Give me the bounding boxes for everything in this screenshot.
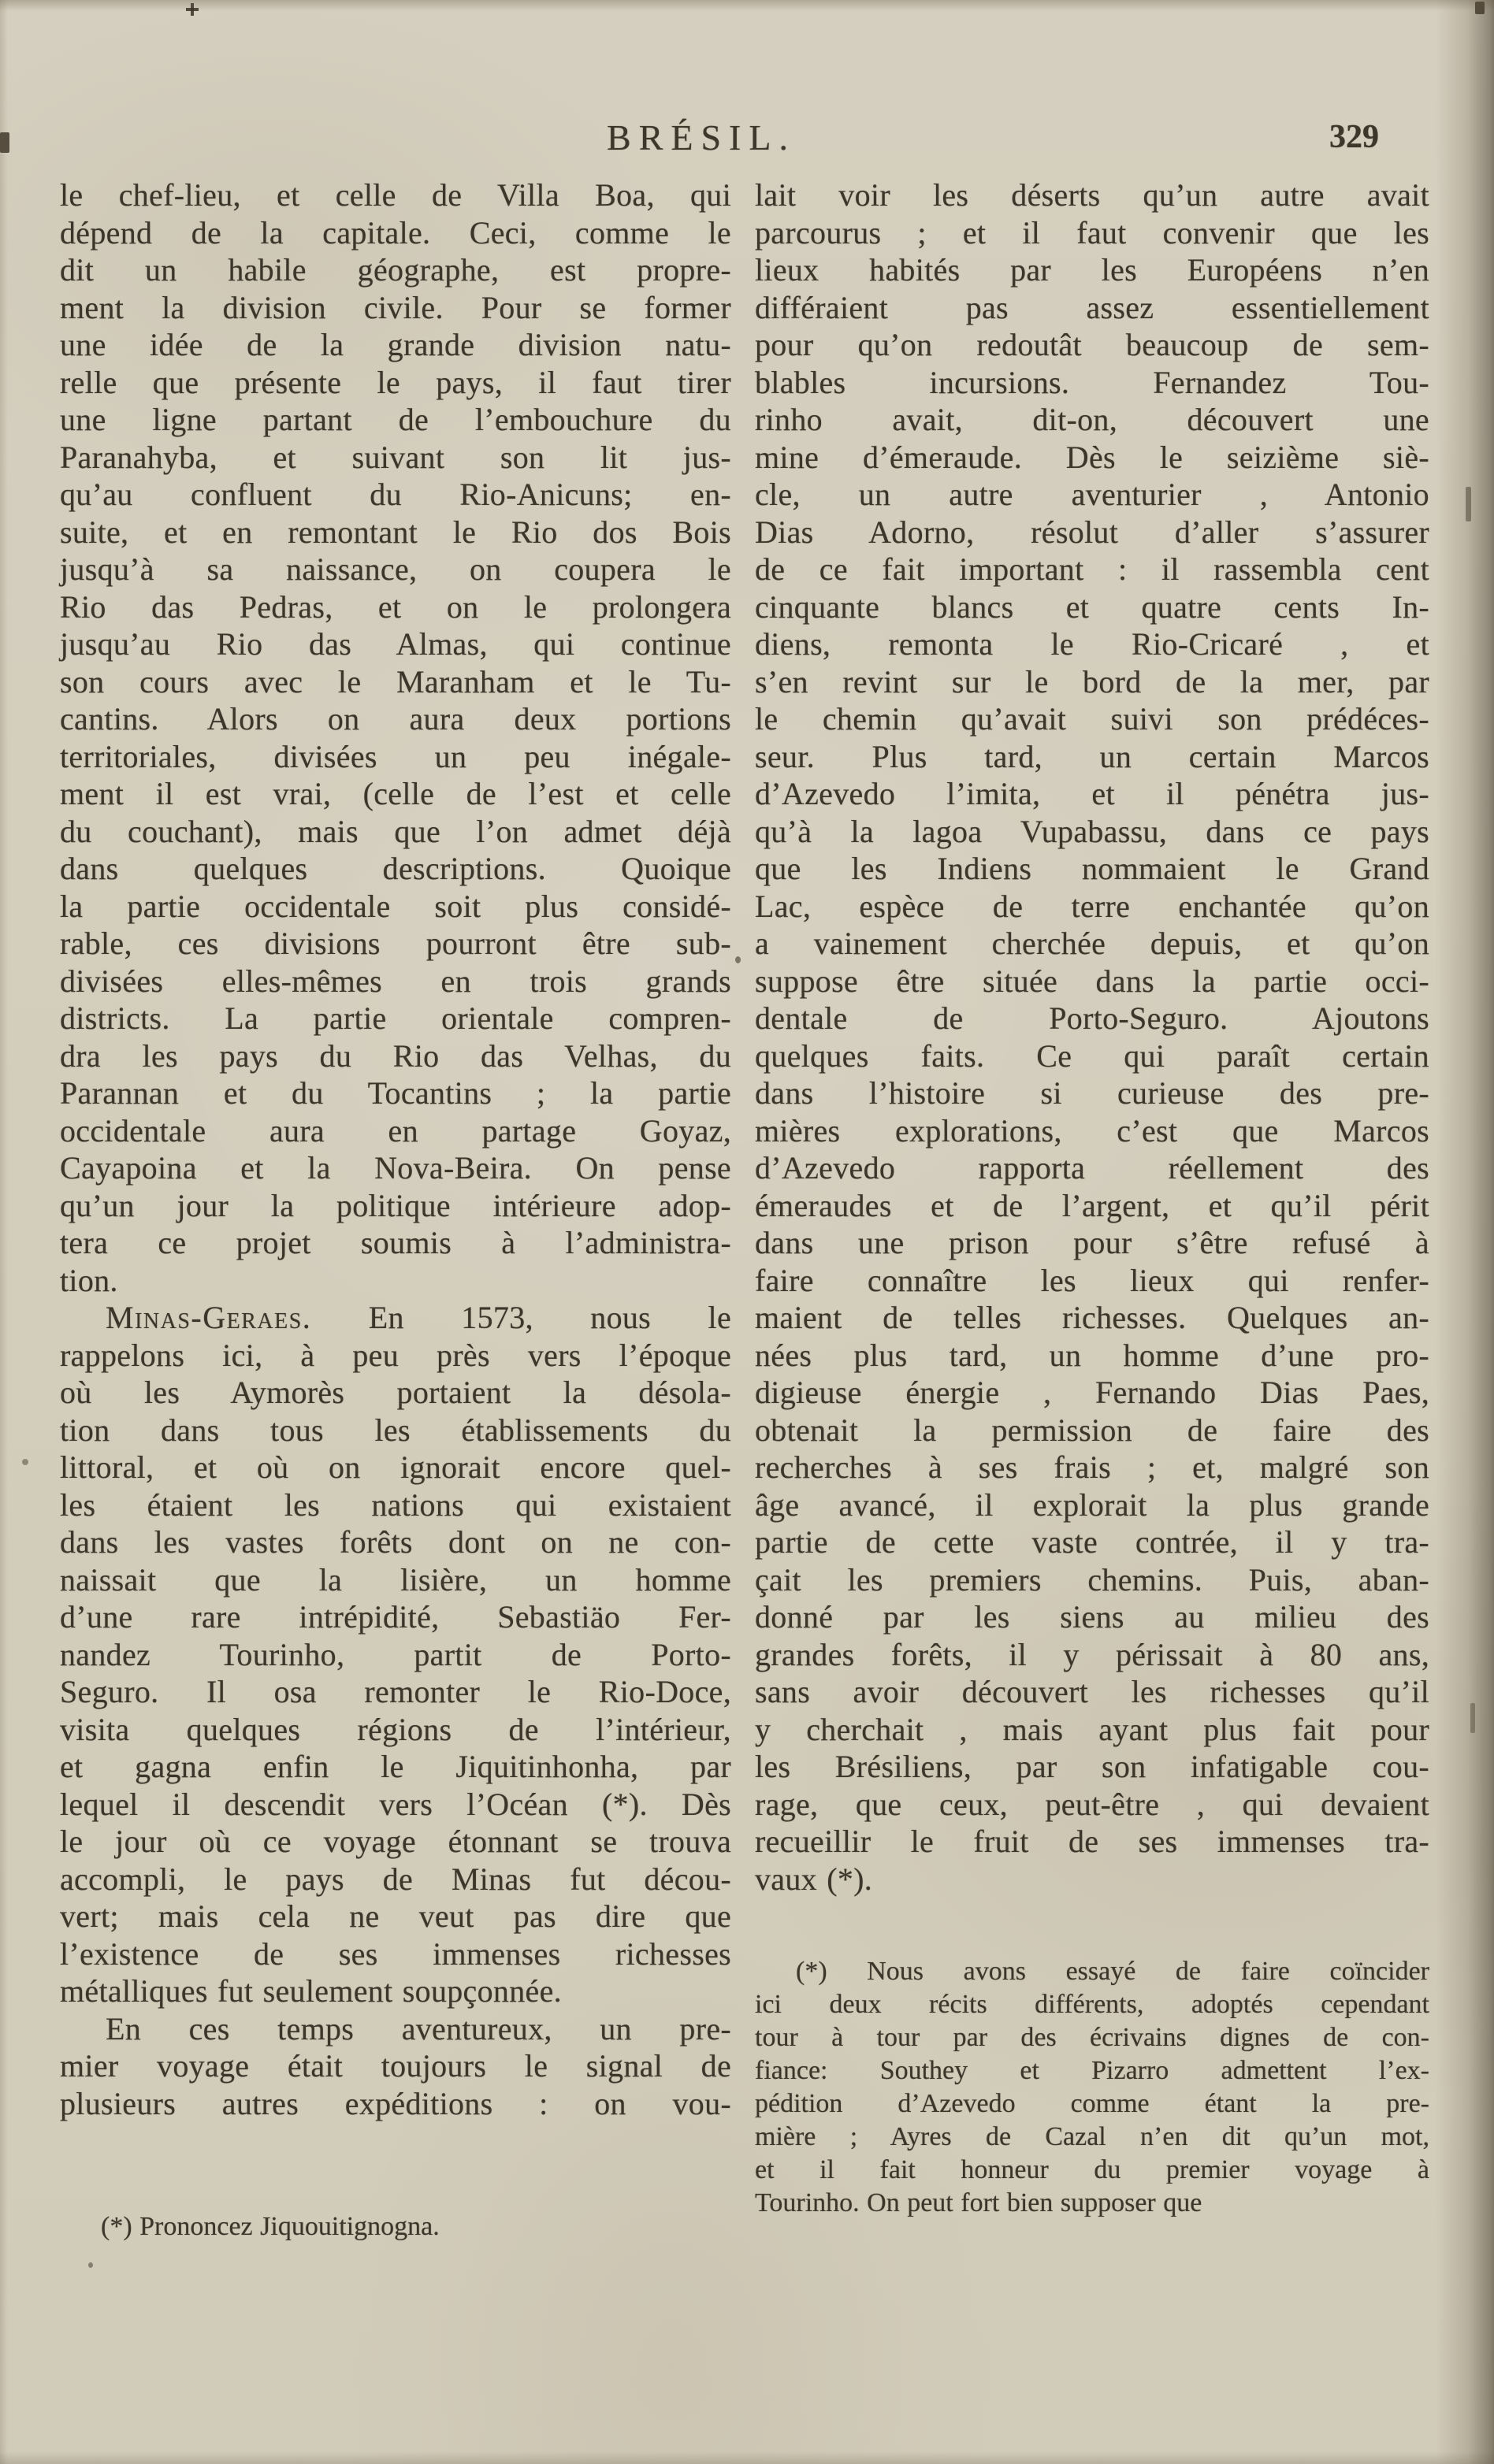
text-line: vaux (*).: [755, 1861, 873, 1897]
text-line: parcourus ; et il faut convenir que les: [755, 214, 1429, 250]
text-line: que les Indiens nommaient le Grand: [755, 851, 1429, 886]
text-line: obtenait la permission de faire des: [755, 1412, 1429, 1448]
text-line: son cours avec le Maranham et le Tu-: [60, 663, 731, 699]
text-line: dans l’histoire si curieuse des pre-: [755, 1075, 1429, 1111]
text-line: du couchant), mais que l’on admet déjà: [60, 813, 731, 849]
scan-edge-shadow: [0, 0, 1494, 11]
ink-speck: [735, 956, 741, 963]
text-line: sans avoir découvert les richesses qu’il: [755, 1674, 1429, 1709]
ink-speck: [1466, 487, 1471, 521]
text-line: rage, que ceux, peut-être , qui devaient: [755, 1786, 1429, 1822]
text-line: le chef-lieu, et celle de Villa Boa, qui: [60, 177, 731, 213]
ink-speck: [1470, 1703, 1475, 1733]
page-number: 329: [1329, 119, 1379, 155]
small-caps-heading: Minas-Geraes.: [106, 1300, 312, 1335]
text-line: Seguro. Il osa remonter le Rio-Doce,: [60, 1674, 731, 1709]
text-line: mier voyage était toujours le signal de: [60, 2048, 731, 2084]
text-line: diens, remonta le Rio-Cricaré , et: [755, 626, 1429, 662]
text-line: suite, et en remontant le Rio dos Bois: [60, 514, 731, 550]
text-line: maient de telles richesses. Quelques an-: [755, 1300, 1429, 1335]
text-line: ici deux récits différents, adoptés cependant: [755, 1990, 1429, 2019]
text-line: (*) Prononcez Jiquouitignogna.: [101, 2212, 440, 2241]
text-line: différaient pas assez essentiellement: [755, 289, 1429, 325]
text-line: cinquante blancs et quatre cents In-: [755, 588, 1429, 625]
text-line: y cherchait , mais ayant plus fait pour: [755, 1711, 1429, 1747]
ink-speck: [1475, 2, 1485, 14]
text-line: mière ; Ayres de Cazal n’en dit qu’un mot,: [755, 2122, 1429, 2151]
text-line: tion dans tous les établissements du: [60, 1412, 731, 1448]
text-line: lequel il descendit vers l’Océan (*). Dès: [60, 1786, 731, 1822]
text-line: rinho avait, dit-on, découvert une: [755, 402, 1429, 437]
text-line: ment il est vrai, (celle de l’est et celle: [60, 776, 731, 811]
text-line: pour qu’on redoutât beaucoup de sem-: [755, 327, 1429, 362]
scan-edge-shadow: [1436, 0, 1494, 2464]
scan-edge-shadow: [0, 2451, 1494, 2464]
text-line: et gagna enfin le Jiquitinhonha, par: [60, 1749, 731, 1784]
text-line: s’en revint sur le bord de la mer, par: [755, 663, 1429, 699]
text-line: mine d’émeraude. Dès le seizième siè-: [755, 439, 1429, 475]
text-line: vert; mais cela ne veut pas dire que: [60, 1898, 731, 1934]
text-line: une ligne partant de l’embouchure du: [60, 402, 731, 437]
text-line: la partie occidentale soit plus considé-: [60, 888, 731, 924]
text-line: qu’à la lagoa Vupabassu, dans ce pays: [755, 813, 1429, 849]
text-line: Paranahyba, et suivant son lit jus-: [60, 439, 731, 475]
text-line: Tourinho. On peut fort bien supposer que: [755, 2188, 1202, 2217]
text-line: jusqu’au Rio das Almas, qui continue: [60, 626, 731, 662]
text-line: d’Azevedo rapporta réellement des: [755, 1150, 1429, 1186]
text-line: digieuse énergie , Fernando Dias Paes,: [755, 1375, 1429, 1410]
text-line: d’Azevedo l’imita, et il pénétra jus-: [755, 776, 1429, 811]
text-line: qu’au confluent du Rio-Anicuns; en-: [60, 477, 731, 512]
text-line: tion.: [60, 1262, 118, 1298]
text-line: cle, un autre aventurier , Antonio: [755, 477, 1429, 512]
text-line: cantins. Alors on aura deux portions: [60, 701, 731, 737]
text-line: littoral, et où on ignorait encore quel-: [60, 1449, 731, 1485]
text-line: dépend de la capitale. Ceci, comme le: [60, 214, 731, 250]
text-line: districts. La partie orientale compren-: [60, 1000, 731, 1036]
text-line: le chemin qu’avait suivi son prédéces-: [755, 701, 1429, 737]
text-line: lait voir les déserts qu’un autre avait: [755, 177, 1429, 213]
text-line: plusieurs autres expéditions : on vou-: [60, 2085, 731, 2121]
text-line: où les Aymorès portaient la désola-: [60, 1375, 731, 1410]
text-line: nandez Tourinho, partit de Porto-: [60, 1636, 731, 1672]
text-line: Lac, espèce de terre enchantée qu’on: [755, 888, 1429, 924]
text-line: occidentale aura en partage Goyaz,: [60, 1112, 731, 1149]
text-line: divisées elles-mêmes en trois grands: [60, 963, 731, 999]
text-line: a vainement cherchée depuis, et qu’on: [755, 926, 1429, 961]
text-line: donné par les siens au milieu des: [755, 1599, 1429, 1635]
footnote-left: [60, 2210, 731, 2243]
page-title: BRÉSIL.: [607, 117, 796, 158]
text-line: Cayapoina et la Nova-Beira. On pense: [60, 1150, 731, 1186]
text-line: pédition d’Azevedo comme étant la pre-: [755, 2089, 1429, 2118]
text-line: dans une prison pour s’être refusé à: [755, 1225, 1429, 1260]
text-line: tour à tour par des écrivains dignes de con-: [755, 2023, 1429, 2052]
ink-speck: [88, 2262, 93, 2268]
text-line: lieux habités par les Européens n’en: [755, 252, 1429, 288]
text-line: dans quelques descriptions. Quoique: [60, 851, 731, 886]
text-line: partie de cette vaste contrée, il y tra-: [755, 1524, 1429, 1560]
text-line: (*) Nous avons essayé de faire coïncider: [796, 1957, 1429, 1986]
text-line: En ces temps aventureux, un pre-: [106, 2010, 731, 2047]
text-line: mières explorations, c’est que Marcos: [755, 1112, 1429, 1149]
footnote-right: [755, 1955, 1429, 2220]
text-line: rable, ces divisions pourront être sub-: [60, 926, 731, 961]
text-line: relle que présente le pays, il faut tirer: [60, 364, 731, 400]
text-line: nées plus tard, un homme d’une pro-: [755, 1337, 1429, 1373]
text-line: Rio das Pedras, et on le prolongera: [60, 588, 731, 625]
text-line: âge avancé, il explorait la plus grande: [755, 1486, 1429, 1523]
text-line: émeraudes et de l’argent, et qu’il périt: [755, 1187, 1429, 1223]
text-line: suppose être située dans la partie occi-: [755, 963, 1429, 999]
text-line: grandes forêts, il y périssait à 80 ans,: [755, 1636, 1429, 1672]
text-line: çait les premiers chemins. Puis, aban-: [755, 1561, 1429, 1598]
text-line: visita quelques régions de l’intérieur,: [60, 1711, 731, 1747]
ink-speck: [186, 8, 199, 11]
text-column-right: [755, 176, 1429, 1898]
text-line: blables incursions. Fernandez Tou-: [755, 364, 1429, 400]
text-line: tera ce projet soumis à l’administra-: [60, 1225, 731, 1260]
text-line: jusqu’à sa naissance, on coupera le: [60, 551, 731, 587]
text-line: les étaient les nations qui existaient: [60, 1486, 731, 1523]
text-line: d’une rare intrépidité, Sebastiäo Fer-: [60, 1599, 731, 1635]
text-line: Dias Adorno, résolut d’aller s’assurer: [755, 514, 1429, 550]
text-line: recueillir le fruit de ses immenses tra-: [755, 1824, 1429, 1859]
text-line: et il fait honneur du premier voyage à: [755, 2155, 1429, 2184]
text-line: métalliques fut seulement soupçonnée.: [60, 1973, 562, 2009]
text-line: faire connaître les lieux qui renfer-: [755, 1262, 1429, 1298]
text-line: les Brésiliens, par son infatigable cou-: [755, 1749, 1429, 1784]
text-line: ment la division civile. Pour se former: [60, 289, 731, 325]
text-line: quelques faits. Ce qui paraît certain: [755, 1037, 1429, 1074]
text-line: une idée de la grande division natu-: [60, 327, 731, 362]
text-line: recherches à ses frais ; et, malgré son: [755, 1449, 1429, 1485]
text-line: l’existence de ses immenses richesses: [60, 1935, 731, 1972]
text-line: le jour où ce voyage étonnant se trouva: [60, 1824, 731, 1859]
text-line: Minas-Geraes. En 1573, nous le: [106, 1300, 731, 1335]
text-line: qu’un jour la politique intérieure adop-: [60, 1187, 731, 1223]
text-line: accompli, le pays de Minas fut décou-: [60, 1861, 731, 1897]
text-line: dit un habile géographe, est propre-: [60, 252, 731, 288]
text-line: dans les vastes forêts dont on ne con-: [60, 1524, 731, 1560]
text-column-left: [60, 176, 731, 2122]
text-line: seur. Plus tard, un certain Marcos: [755, 738, 1429, 774]
text-line: de ce fait important : il rassembla cent: [755, 551, 1429, 587]
text-line: territoriales, divisées un peu inégale-: [60, 738, 731, 774]
text-line: naissait que la lisière, un homme: [60, 1561, 731, 1598]
scan-edge-shadow: [0, 0, 8, 2464]
text-line: fiance: Southey et Pizarro admettent l’ex-: [755, 2056, 1429, 2085]
text-line: dra les pays du Rio das Velhas, du: [60, 1037, 731, 1074]
text-line: Parannan et du Tocantins ; la partie: [60, 1075, 731, 1111]
text-line: rappelons ici, à peu près vers l’époque: [60, 1337, 731, 1373]
text-line: dentale de Porto-Seguro. Ajoutons: [755, 1000, 1429, 1036]
ink-speck: [22, 1459, 28, 1465]
